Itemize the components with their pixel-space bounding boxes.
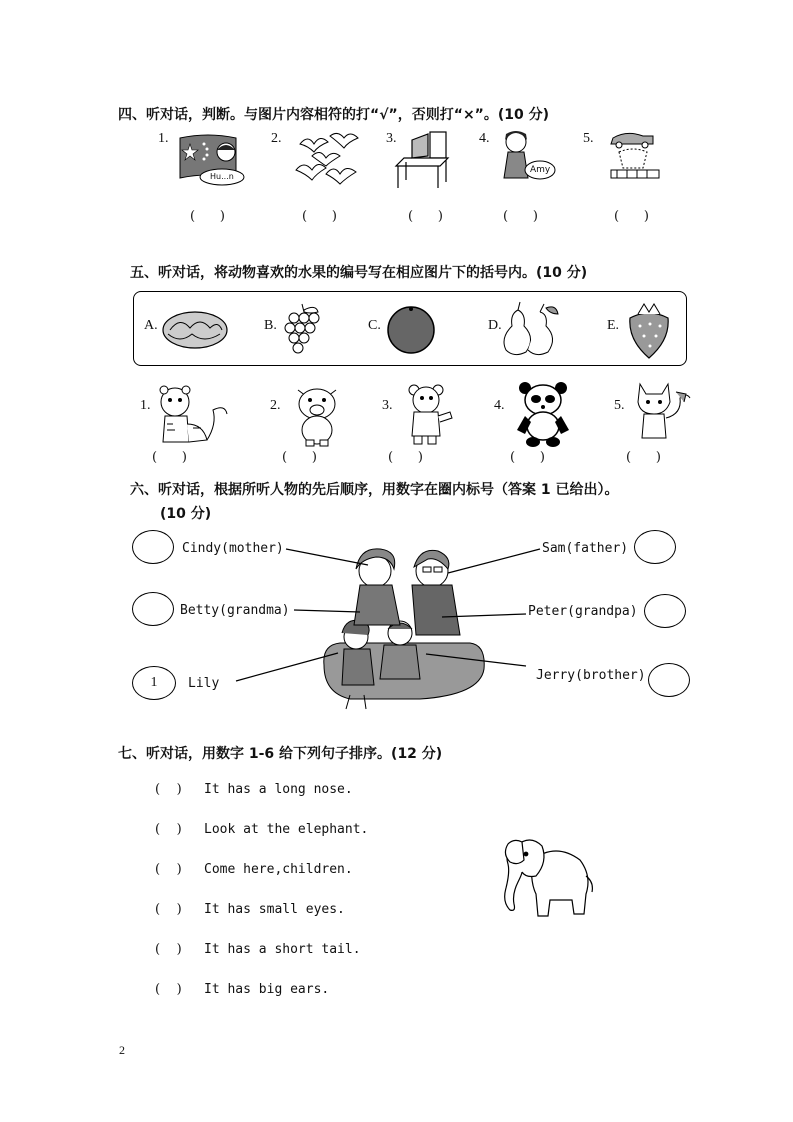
s7-sentence: Look at the elephant. — [204, 822, 369, 837]
s4-answer-paren[interactable]: ( ) — [503, 209, 538, 224]
fruit-letter: D. — [488, 318, 502, 333]
animal-number: 1. — [140, 398, 151, 413]
peter-answer-circle[interactable] — [644, 594, 686, 628]
section7-heading: 七、听对话，用数字 1-6 给下列句子排序。(12 分) — [118, 746, 443, 762]
s7-sentence: Come here,children. — [204, 862, 353, 877]
section5-heading: 五、听对话，将动物喜欢的水果的编号写在相应图片下的括号内。(10 分) — [130, 265, 588, 281]
fruit-letter: C. — [368, 318, 381, 333]
sam-answer-circle[interactable] — [634, 530, 676, 564]
betty-answer-circle[interactable] — [132, 592, 174, 626]
lily-answer-circle: 1 — [132, 666, 176, 700]
s4-item-number: 3. — [386, 131, 397, 146]
cindy-answer-circle[interactable] — [132, 530, 174, 564]
s7-sentence: It has big ears. — [204, 982, 330, 997]
s4-item-number: 5. — [583, 131, 594, 146]
sam-label: Sam(father) — [542, 541, 629, 556]
s5-answer-paren[interactable]: ( ) — [282, 450, 317, 465]
s7-order-paren[interactable]: ( ) — [155, 862, 182, 877]
animal-number: 2. — [270, 398, 281, 413]
s7-order-paren[interactable]: ( ) — [155, 822, 182, 837]
s4-item-number: 1. — [158, 131, 169, 146]
animal-number: 5. — [614, 398, 625, 413]
s4-answer-paren[interactable]: ( ) — [408, 209, 443, 224]
fruit-letter: B. — [264, 318, 277, 333]
fruit-letter: A. — [144, 318, 158, 333]
section6-heading: 六、听对话，根据所听人物的先后顺序，用数字在圈内标号（答案 1 已给出）。 — [130, 482, 619, 498]
flag-caption: Hu...n — [210, 172, 234, 181]
s7-sentence: It has a short tail. — [204, 942, 361, 957]
amy-caption: Amy — [530, 165, 551, 175]
page-number: 2 — [119, 1043, 125, 1057]
jerry-answer-circle[interactable] — [648, 663, 690, 697]
s7-order-paren[interactable]: ( ) — [155, 982, 182, 997]
animal-number: 4. — [494, 398, 505, 413]
s5-answer-paren[interactable]: ( ) — [152, 450, 187, 465]
jerry-label: Jerry(brother) — [536, 668, 646, 683]
s7-order-paren[interactable]: ( ) — [155, 902, 182, 917]
s7-sentence: It has small eyes. — [204, 902, 345, 917]
section4-heading: 四、听对话，判断。与图片内容相符的打“√”，否则打“×”。(10 分) — [118, 107, 550, 123]
s5-answer-paren[interactable]: ( ) — [388, 450, 423, 465]
betty-label: Betty(grandma) — [180, 603, 290, 618]
lily-label: Lily — [188, 676, 220, 691]
s7-order-paren[interactable]: ( ) — [155, 942, 182, 957]
s4-answer-paren[interactable]: ( ) — [614, 209, 649, 224]
s7-order-paren[interactable]: ( ) — [155, 782, 182, 797]
s4-answer-paren[interactable]: ( ) — [302, 209, 337, 224]
elephant-icon — [496, 832, 596, 924]
s5-answer-paren[interactable]: ( ) — [626, 450, 661, 465]
s4-item-number: 4. — [479, 131, 490, 146]
s5-answer-paren[interactable]: ( ) — [510, 450, 545, 465]
s4-item-number: 2. — [271, 131, 282, 146]
peter-label: Peter(grandpa) — [528, 604, 638, 619]
s4-answer-paren[interactable]: ( ) — [190, 209, 225, 224]
section6-heading-cont: (10 分) — [160, 506, 212, 522]
cindy-label: Cindy(mother) — [182, 541, 284, 556]
fruit-letter: E. — [607, 318, 620, 333]
animal-number: 3. — [382, 398, 393, 413]
s7-sentence: It has a long nose. — [204, 782, 353, 797]
